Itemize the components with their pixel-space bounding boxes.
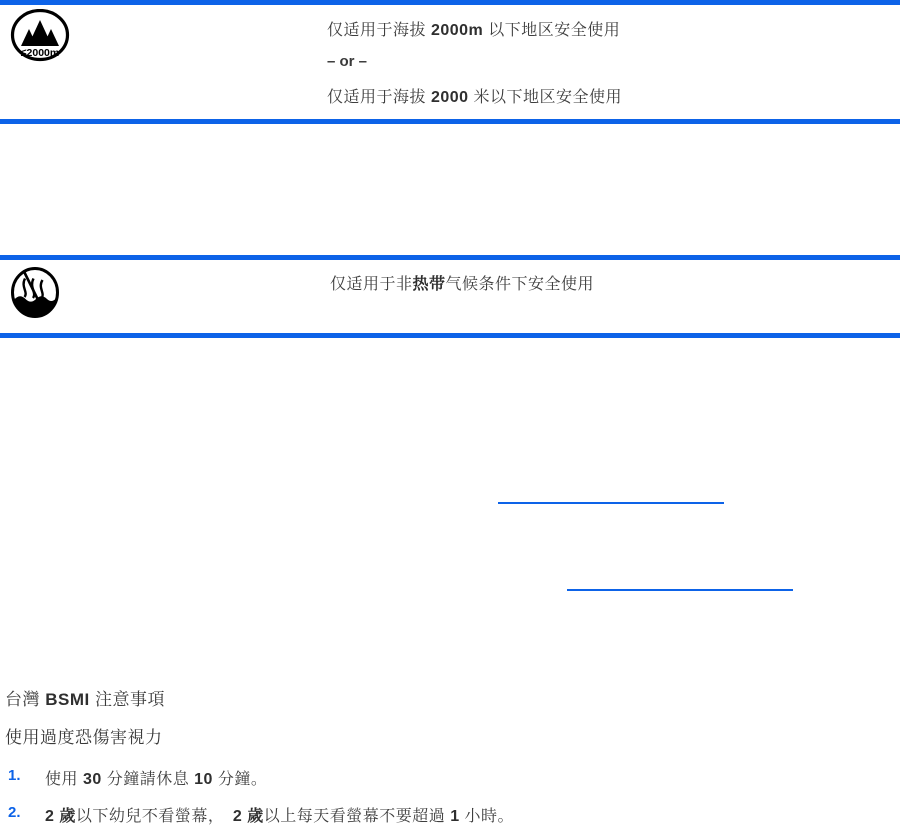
list-item-2-text (45, 803, 514, 826)
item2-seg-d: 以上每天看螢幕不要超過 (263, 808, 451, 825)
list-item-1-text (45, 766, 267, 789)
table2-top-border (0, 255, 900, 260)
hyperlink-underline-1[interactable] (498, 502, 724, 504)
tropical-line-bold: 热带 (412, 276, 446, 293)
list-item-1-marker: 1. (8, 767, 21, 784)
list-item-2-marker: 2. (8, 804, 21, 821)
item1-number-10: 10 (194, 771, 213, 788)
hyperlink-underline-2[interactable] (567, 589, 793, 591)
altitude-line2-pre: 仅适用于海拔 (327, 89, 431, 106)
item1-number-30: 30 (82, 771, 102, 788)
table1-top-border (0, 0, 900, 5)
item2-seg-f: 小時。 (459, 808, 515, 825)
altitude-line1-pre: 仅适用于海拔 (327, 22, 431, 39)
altitude-line1-number: 2000m (430, 22, 484, 39)
table1-bottom-border (0, 119, 900, 124)
item2-age-2-second: 2 歲 (232, 808, 264, 825)
item2-number-1: 1 (450, 808, 460, 825)
altitude-notice-line1 (327, 17, 620, 40)
altitude-line2-post: 米以下地区安全使用 (468, 89, 622, 106)
item2-seg-b: 以下幼兒不看螢幕， (75, 808, 233, 825)
tropical-notice-line (330, 271, 594, 294)
table2-bottom-border (0, 333, 900, 338)
tropical-line-pre: 仅适用于非 (330, 276, 413, 293)
altitude-limit-2000m-icon (10, 9, 70, 62)
bsmi-heading-post: 注意事項 (89, 690, 165, 709)
item1-seg-b: 分鐘請休息 (101, 771, 195, 788)
bsmi-subheading: 使用過度恐傷害視力 (5, 728, 163, 747)
item1-seg-c: 分鐘。 (212, 771, 268, 788)
item2-age-2-first: 2 歲 (45, 808, 76, 825)
bsmi-heading-pre: 台灣 (5, 690, 46, 709)
item1-seg-a: 使用 (45, 771, 83, 788)
altitude-line2-number: 2000 (430, 89, 469, 106)
altitude-line1-post: 以下地区安全使用 (483, 22, 621, 39)
altitude-or-separator: – or – (327, 53, 368, 70)
tropical-line-post: 气候条件下安全使用 (445, 276, 595, 293)
non-tropical-climate-icon (10, 266, 60, 319)
bsmi-heading-acronym: BSMI (45, 690, 90, 709)
bsmi-heading (5, 685, 165, 710)
altitude-notice-line2 (327, 84, 622, 107)
altitude-icon-label: ≤2000m (20, 47, 60, 59)
